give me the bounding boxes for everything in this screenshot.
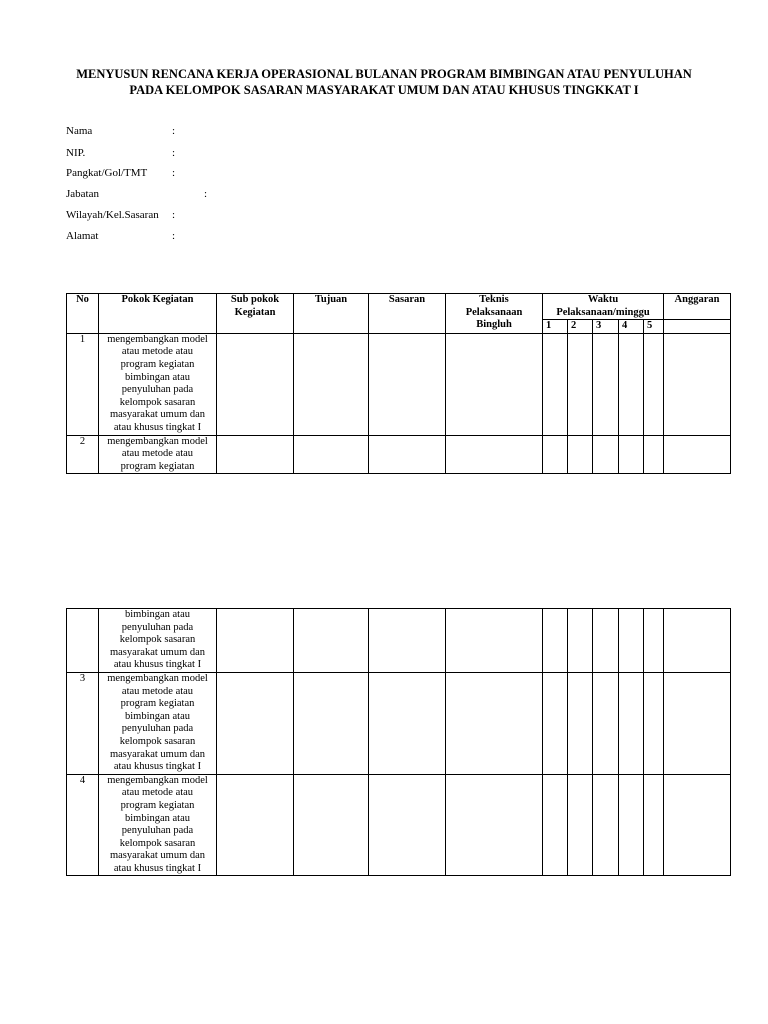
week-3-cell[interactable] [593,435,619,474]
field-colon-wilayah: : [172,209,176,221]
teknis-cell[interactable] [446,672,543,774]
week-5-cell[interactable] [644,774,664,876]
pokok-kegiatan-line: mengembangkan model [107,774,208,786]
tujuan-cell[interactable] [294,435,369,474]
week-4-cell[interactable] [619,609,644,673]
week-4-cell[interactable] [619,333,644,435]
anggaran-cell[interactable] [664,333,731,435]
field-label-alamat: Alamat [66,230,99,242]
week-5-cell[interactable] [644,609,664,673]
pokok-kegiatan-line: mengembangkan model [107,435,208,447]
week-1: 1 [543,320,568,334]
pokok-kegiatan-line: program kegiatan [120,358,195,370]
pokok-kegiatan-line: kelompok sasaran [119,837,196,849]
pokok-kegiatan-line: atau metode atau [121,685,194,697]
header-waktu-line2: Pelaksanaan/minggu [556,306,650,318]
header-sasaran: Sasaran [369,294,446,334]
header-tujuan: Tujuan [294,294,369,334]
sasaran-cell[interactable] [369,333,446,435]
pokok-kegiatan-line: kelompok sasaran [119,735,196,747]
anggaran-sub [664,320,731,334]
week-1-cell[interactable] [543,774,568,876]
pokok-kegiatan-line: atau khusus tingkat I [113,659,202,671]
pokok-kegiatan-cell [99,774,217,876]
sasaran-cell[interactable] [369,435,446,474]
header-no: No [67,294,99,334]
pokok-kegiatan-line: penyuluhan pada [121,384,194,396]
header-teknis-line1: Teknis [479,294,509,305]
field-colon-nama: : [172,125,176,137]
table-row [67,435,731,474]
header-anggaran: Anggaran [664,294,731,320]
title-line-1: MENYUSUN RENCANA KERJA OPERASIONAL BULANAN PROGRAM BIMBINGAN ATAU PENYULUHAN [76,67,692,81]
activity-table-continued [66,608,731,876]
field-colon-nip: : [172,147,176,159]
row-number: 3 [67,672,99,774]
week-5-cell[interactable] [644,672,664,774]
anggaran-cell[interactable] [664,774,731,876]
pokok-kegiatan-line: mengembangkan model [107,672,208,684]
week-3-cell[interactable] [593,609,619,673]
field-label-nama: Nama [66,125,93,137]
field-colon-jabatan: : [204,188,208,200]
tujuan-cell[interactable] [294,609,369,673]
week-2-cell[interactable] [568,609,593,673]
week-1-cell[interactable] [543,333,568,435]
header-pokok-kegiatan: Pokok Kegiatan [99,294,217,334]
field-label-pangkat: Pangkat/Gol/TMT [66,167,148,179]
table-header-row [67,294,731,320]
pokok-kegiatan-cell [99,609,217,673]
field-label-jabatan: Jabatan [66,188,99,200]
pokok-kegiatan-cell [99,672,217,774]
pokok-kegiatan-line: mengembangkan model [107,333,208,345]
anggaran-cell[interactable] [664,609,731,673]
pokok-kegiatan-line: masyarakat umum dan [109,850,206,862]
row-number: 2 [67,435,99,474]
pokok-kegiatan-line: atau khusus tingkat I [113,421,202,433]
pokok-kegiatan-line: penyuluhan pada [121,825,194,837]
sub-pokok-cell[interactable] [217,774,294,876]
pokok-kegiatan-line: masyarakat umum dan [109,646,206,658]
field-label-wilayah: Wilayah/Kel.Sasaran [66,209,159,221]
teknis-cell[interactable] [446,774,543,876]
sub-pokok-cell[interactable] [217,435,294,474]
week-4-cell[interactable] [619,435,644,474]
field-label-nip: NIP. [66,147,86,159]
pokok-kegiatan-line: atau metode atau [121,787,194,799]
pokok-kegiatan-line: atau metode atau [121,346,194,358]
activity-table [66,293,731,474]
pokok-kegiatan-line: bimbingan atau [124,371,191,383]
pokok-kegiatan-line: bimbingan atau [124,609,191,620]
week-2-cell[interactable] [568,774,593,876]
pokok-kegiatan-line: program kegiatan [120,799,195,811]
week-3-cell[interactable] [593,333,619,435]
week-2-cell[interactable] [568,672,593,774]
teknis-cell[interactable] [446,435,543,474]
pokok-kegiatan-line: masyarakat umum dan [109,409,206,421]
pokok-kegiatan-line: atau metode atau [121,448,194,460]
pokok-kegiatan-line: penyuluhan pada [121,723,194,735]
field-colon-pangkat: : [172,167,176,179]
sub-pokok-cell[interactable] [217,672,294,774]
teknis-cell[interactable] [446,333,543,435]
document-title [0,66,768,98]
header-sub-pokok [217,294,294,334]
week-3-cell[interactable] [593,672,619,774]
week-3-cell[interactable] [593,774,619,876]
pokok-kegiatan-line: penyuluhan pada [121,621,194,633]
pokok-kegiatan-line: program kegiatan [120,460,195,472]
pokok-kegiatan-line: program kegiatan [120,698,195,710]
week-2-cell[interactable] [568,333,593,435]
table-row [67,333,731,435]
week-4-cell[interactable] [619,774,644,876]
sasaran-cell[interactable] [369,774,446,876]
header-teknis [446,294,543,334]
week-5-cell[interactable] [644,333,664,435]
sasaran-cell[interactable] [369,609,446,673]
header-sub-line2: Kegiatan [234,306,276,318]
week-2-cell[interactable] [568,435,593,474]
pokok-kegiatan-line: bimbingan atau [124,812,191,824]
pokok-kegiatan-line: kelompok sasaran [119,634,196,646]
pokok-kegiatan-line: atau khusus tingkat I [113,862,202,874]
tujuan-cell[interactable] [294,672,369,774]
anggaran-cell[interactable] [664,435,731,474]
title-line-2: PADA KELOMPOK SASARAN MASYARAKAT UMUM DAN ATAU KHUSUS TINGKKAT I [129,83,639,97]
week-1-cell[interactable] [543,609,568,673]
tujuan-cell[interactable] [294,333,369,435]
week-1-cell[interactable] [543,435,568,474]
header-waktu [543,294,664,320]
week-4: 4 [619,320,644,334]
teknis-cell[interactable] [446,609,543,673]
header-waktu-line1: Waktu [587,294,619,305]
week-5: 5 [644,320,664,334]
table-row [67,774,731,876]
pokok-kegiatan-line: bimbingan atau [124,710,191,722]
row-number [67,609,99,673]
week-5-cell[interactable] [644,435,664,474]
pokok-kegiatan-line: atau khusus tingkat I [113,761,202,773]
field-colon-alamat: : [172,230,176,242]
sub-pokok-cell[interactable] [217,333,294,435]
pokok-kegiatan-line: masyarakat umum dan [109,748,206,760]
row-number: 4 [67,774,99,876]
sasaran-cell[interactable] [369,672,446,774]
pokok-kegiatan-cell [99,333,217,435]
week-3: 3 [593,320,619,334]
week-4-cell[interactable] [619,672,644,774]
week-2: 2 [568,320,593,334]
pokok-kegiatan-line: kelompok sasaran [119,396,196,408]
anggaran-cell[interactable] [664,672,731,774]
pokok-kegiatan-cell [99,435,217,474]
table-row [67,672,731,774]
header-teknis-line3: Bingluh [476,319,512,331]
week-1-cell[interactable] [543,672,568,774]
table-row [67,609,731,673]
row-number: 1 [67,333,99,435]
sub-pokok-cell[interactable] [217,609,294,673]
header-sub-line1: Sub pokok [230,294,280,305]
header-teknis-line2: Pelaksanaan [465,306,523,318]
tujuan-cell[interactable] [294,774,369,876]
